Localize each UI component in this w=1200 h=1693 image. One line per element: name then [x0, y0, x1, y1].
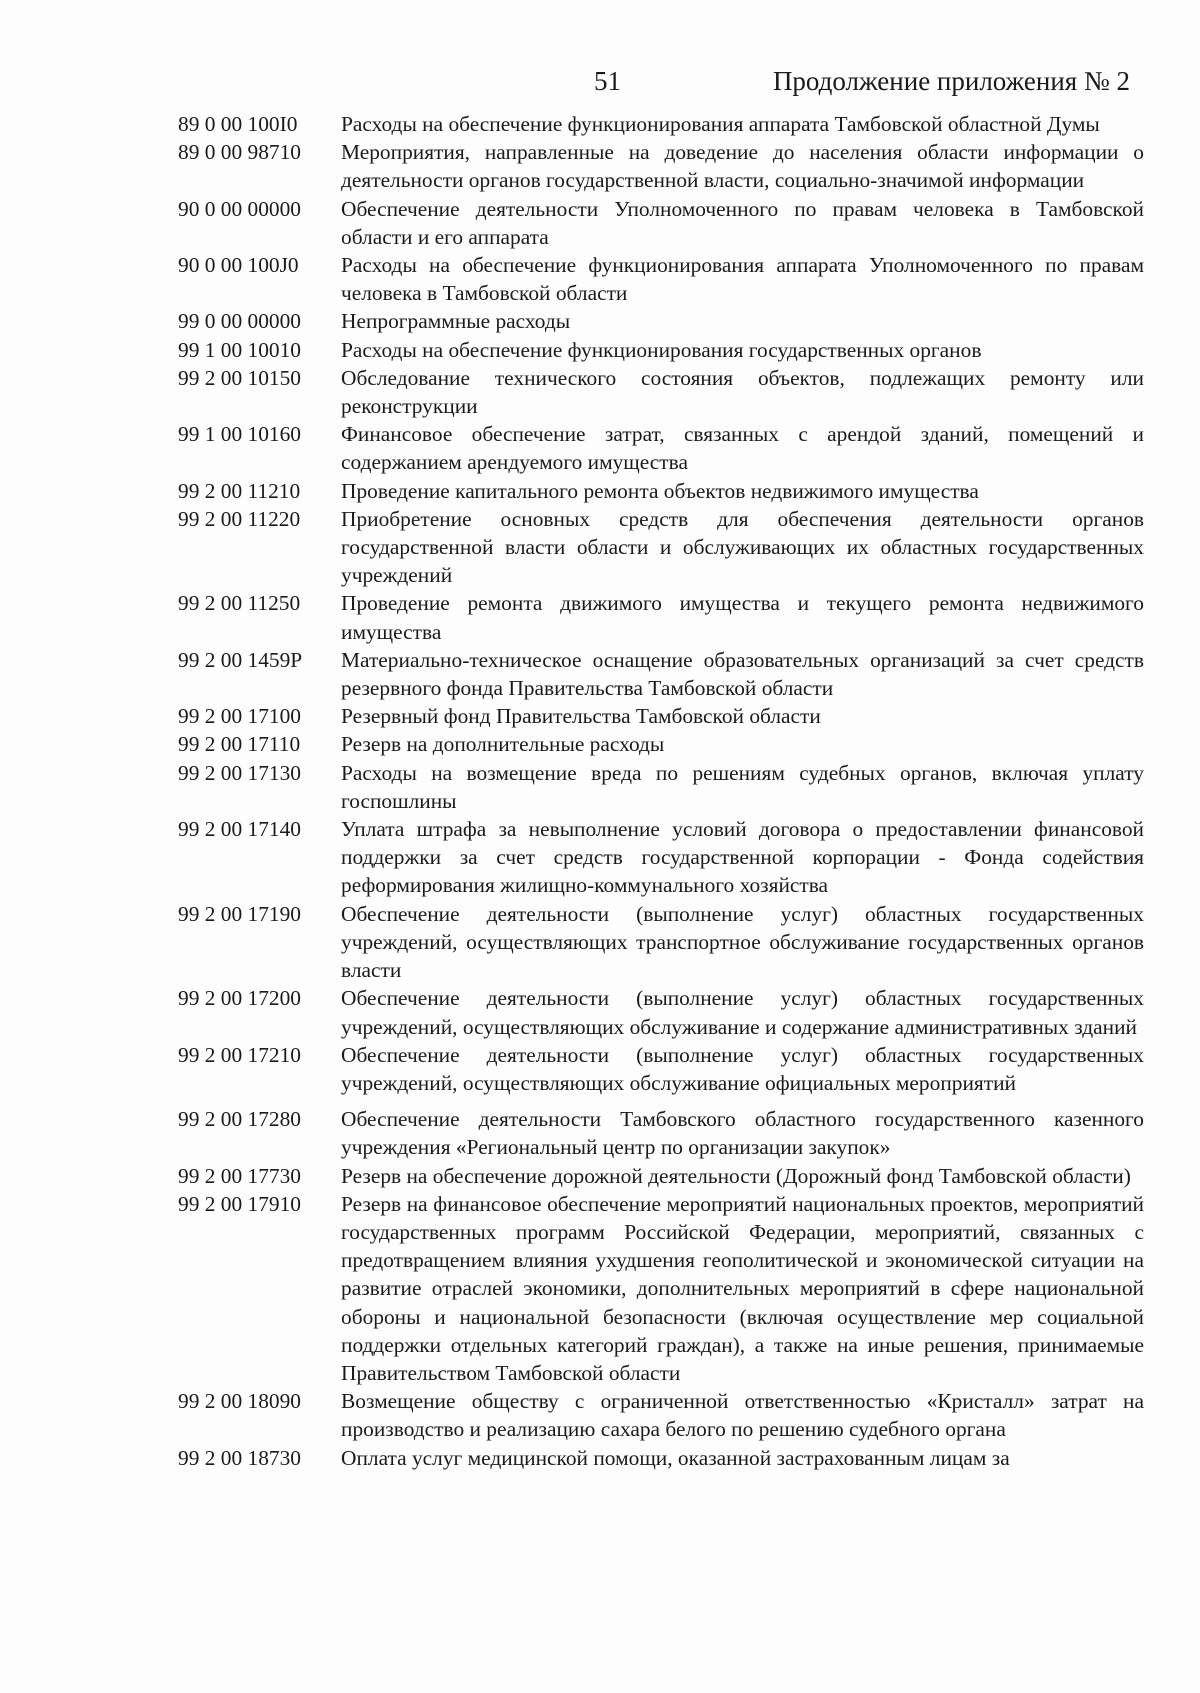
item-code: 90 0 00 100J0	[178, 253, 299, 278]
item-description: Возмещение обществу с ограниченной ответственностью «Кристалл» затрат на производство и реализацию сахара белого по решению судебного органа	[341, 1389, 1144, 1442]
list-item	[178, 815, 1144, 900]
list-item	[178, 1105, 1144, 1161]
list-item	[178, 589, 1144, 645]
list-item	[178, 1444, 1144, 1472]
list-item	[178, 336, 1144, 364]
item-code: 89 0 00 100I0	[178, 112, 298, 136]
item-description: Расходы на возмещение вреда по решениям судебных органов, включая уплату госпошлины	[341, 760, 1144, 813]
item-description: Проведение ремонта движимого имущества и текущего ремонта недвижимого имущества	[341, 591, 1144, 644]
list-item	[178, 307, 1144, 335]
item-description: Материально-техническое оснащение образовательных организаций за счет средств резервного фонда Правительства Тамбовской области	[341, 647, 1144, 701]
item-description: Резерв на финансовое обеспечение мероприятий национальных проектов, мероприятий государственных программ Российской Федерации, мероприятий, связанных с предотвращением влияния ухудшения геополитической и экономической ситуации на развитие отраслей экономики, дополнительных мероприятий в сфере национальной обороны и национальной безопасности (включая осуществление мер социальной поддержки отдельных категорий граждан), а также на иные решения, принимаемые Правительством Тамбовской области	[341, 1191, 1144, 1385]
list-item	[178, 138, 1144, 194]
list-item	[178, 900, 1144, 985]
item-description: Приобретение основных средств для обеспечения деятельности органов государственной власти области и обслуживающих их областных государственных учреждений	[341, 506, 1144, 588]
item-description: Непрограммные расходы	[341, 309, 571, 334]
list-item	[178, 251, 1144, 307]
item-code: 99 0 00 00000	[178, 309, 301, 334]
item-code: 99 2 00 17100	[178, 704, 301, 729]
item-code: 99 2 00 18090	[178, 1389, 301, 1414]
item-description: Расходы на обеспечение функционирования государственных органов	[341, 337, 982, 362]
item-code: 99 2 00 17190	[178, 901, 301, 926]
item-description: Обеспечение деятельности (выполнение услуг) областных государственных учреждений, осуществляющих обслуживание официальных мероприятий	[341, 1042, 1144, 1095]
list-item	[178, 364, 1144, 420]
list-item	[178, 984, 1144, 1040]
list-item	[178, 1190, 1144, 1387]
item-code: 99 2 00 17910	[178, 1191, 301, 1216]
item-code: 99 2 00 11250	[178, 591, 301, 616]
item-code: 99 2 00 17210	[178, 1042, 301, 1067]
list-item	[178, 1041, 1144, 1097]
list-item	[178, 477, 1144, 505]
item-code: 99 2 00 17200	[178, 986, 301, 1011]
list-item	[178, 505, 1144, 590]
item-description: Резервный фонд Правительства Тамбовской области	[341, 704, 821, 729]
list-item	[178, 195, 1144, 251]
item-code: 99 2 00 1459P	[178, 647, 303, 672]
page-number: 51	[594, 66, 621, 96]
appendix-continuation-label: Продолжение приложения № 2	[772, 66, 1130, 96]
item-code: 99 2 00 17280	[178, 1107, 301, 1132]
item-description: Резерв на обеспечение дорожной деятельности (Дорожный фонд Тамбовской области)	[341, 1163, 1131, 1188]
item-description: Резерв на дополнительные расходы	[341, 732, 665, 757]
item-code: 99 2 00 11220	[178, 506, 301, 531]
item-description: Оплата услуг медицинской помощи, оказанной застрахованным лицам за	[341, 1445, 1010, 1470]
list-item	[178, 110, 1144, 138]
item-description: Уплата штрафа за невыполнение условий договора о предоставлении финансовой поддержки за счет средств государственной корпорации - Фонда содействия реформирования жилищно-коммунального хозяйства	[341, 817, 1144, 898]
item-code: 99 2 00 10150	[178, 365, 301, 390]
item-code: 99 1 00 10010	[178, 337, 301, 362]
item-description: Обеспечение деятельности (выполнение услуг) областных государственных учреждений, осуществляющих транспортное обслуживание государственных органов власти	[341, 901, 1144, 983]
list-item	[178, 730, 1144, 758]
item-code: 99 2 00 17730	[178, 1163, 301, 1188]
list-item	[178, 759, 1144, 815]
item-code: 99 2 00 11210	[178, 478, 301, 503]
list-item	[178, 420, 1144, 476]
page-header	[0, 66, 1200, 106]
list-item	[178, 646, 1144, 702]
item-description: Расходы на обеспечение функционирования аппарата Уполномоченного по правам человека в Тамбовской области	[341, 253, 1144, 306]
item-description: Обследование технического состояния объектов, подлежащих ремонту или реконструкции	[341, 365, 1144, 419]
item-code: 89 0 00 98710	[178, 140, 301, 165]
item-code: 90 0 00 00000	[178, 196, 301, 221]
item-description: Расходы на обеспечение функционирования аппарата Тамбовской областной Думы	[341, 112, 1100, 136]
list-item	[178, 702, 1144, 730]
item-description: Финансовое обеспечение затрат, связанных с арендой зданий, помещений и содержанием арендуемого имущества	[341, 422, 1144, 475]
item-description: Обеспечение деятельности Уполномоченного по правам человека в Тамбовской области и его аппарата	[341, 196, 1144, 249]
item-code: 99 2 00 17110	[178, 732, 301, 757]
budget-classification-list	[178, 110, 1144, 1472]
item-description: Мероприятия, направленные на доведение до населения области информации о деятельности органов государственной власти, социально-значимой информации	[341, 140, 1144, 193]
item-code: 99 2 00 18730	[178, 1445, 301, 1470]
item-code: 99 2 00 17140	[178, 817, 301, 842]
item-description: Обеспечение деятельности Тамбовского областного государственного казенного учреждения «Региональный центр по организации закупок»	[341, 1107, 1144, 1160]
list-item	[178, 1162, 1144, 1190]
item-code: 99 1 00 10160	[178, 422, 301, 447]
item-code: 99 2 00 17130	[178, 760, 301, 785]
item-description: Проведение капитального ремонта объектов недвижимого имущества	[341, 478, 979, 503]
list-item	[178, 1387, 1144, 1443]
item-description: Обеспечение деятельности (выполнение услуг) областных государственных учреждений, осуществляющих обслуживание и содержание административных зданий	[341, 986, 1144, 1039]
